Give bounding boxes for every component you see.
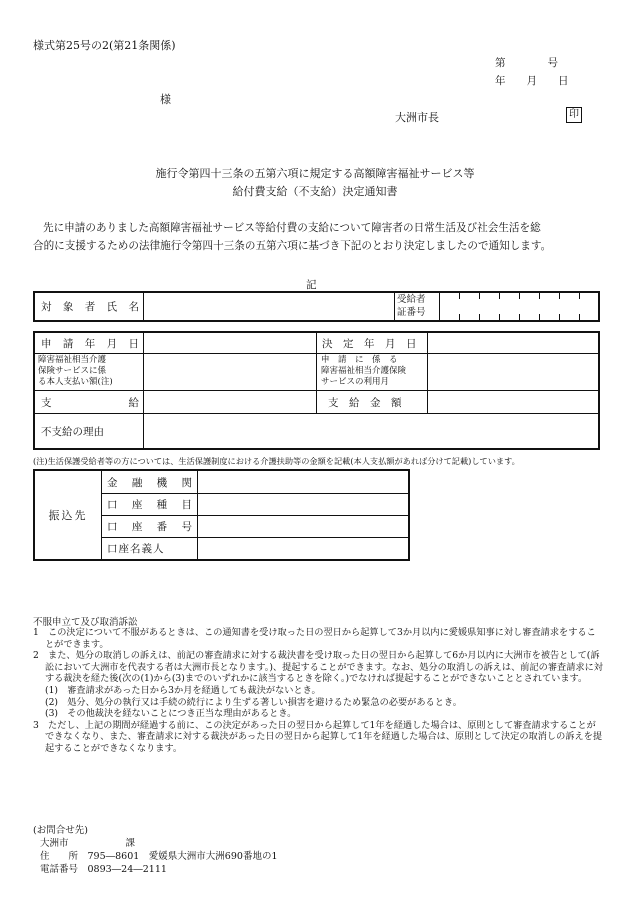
usage-month-label-1: 申 請 に 係 る bbox=[321, 355, 398, 365]
application-date-label: 申 請 年 月 日 bbox=[41, 337, 139, 350]
non-payment-reason-value[interactable] bbox=[144, 414, 598, 448]
self-payment-label-2: 保険サービスに係 bbox=[38, 366, 107, 376]
transfer-label: 振込先 bbox=[48, 509, 88, 522]
self-payment-value[interactable] bbox=[144, 354, 316, 390]
subject-name-value[interactable] bbox=[144, 293, 394, 320]
usage-month-value[interactable] bbox=[428, 354, 598, 390]
payment-amount-value[interactable] bbox=[428, 391, 598, 413]
appeal-item-2-2: (2) 処分、処分の執行又は手続の続行により生ずる著しい損害を避けるため緊急の必要があるとき。 bbox=[45, 696, 462, 708]
form-number: 様式第25号の2(第21条関係) bbox=[33, 39, 176, 52]
payment-value[interactable] bbox=[144, 391, 316, 413]
contact-address: 住 所 795―8601 愛媛県大洲市大洲690番地の1 bbox=[40, 851, 278, 862]
footnote: (注)生活保護受給者等の方については、生活保護制度における介護扶助等の金額を記載(本人支払額があれば分けて記載)しています。 bbox=[33, 456, 520, 466]
account-type-value[interactable] bbox=[198, 493, 408, 515]
self-payment-label-1: 障害福祉相当介護 bbox=[38, 355, 107, 365]
application-date-value[interactable] bbox=[144, 333, 316, 353]
decision-date-label: 決 定 年 月 日 bbox=[322, 337, 417, 350]
appeal-item-1: 1 この決定について不服があるときは、この通知書を受け取った日の翌日から起算して3か月以内に愛媛県知事に対し審査請求をすることができます。 bbox=[33, 627, 596, 650]
recipient-number-label-2: 証番号 bbox=[397, 307, 426, 318]
issuer-name: 大洲市長 bbox=[395, 111, 439, 124]
self-payment-label-3: る本人支払い額(注) bbox=[38, 377, 113, 387]
non-payment-reason-label: 不支給の理由 bbox=[41, 425, 104, 438]
account-type-label: 口 座 種 目 bbox=[107, 498, 192, 511]
contact-heading: (お問合せ先) bbox=[33, 825, 88, 836]
details-table bbox=[33, 331, 600, 450]
appeal-notes bbox=[33, 627, 603, 755]
contact-phone: 電話番号 0893―24―2111 bbox=[40, 864, 167, 875]
subject-table bbox=[33, 291, 600, 322]
appeal-item-3: 3 ただし、上記の期間が経過する前に、この決定があった日の翌日から起算して1年を経過した場合は、原則として審査請求することができなくなり、また、審査請求に対する裁決があった日の翌日から起算して1年を経過した場合は、原則として決定の取消しの訴えを提起することができなくなります。 bbox=[33, 719, 603, 754]
appeal-heading: 不服申立て及び取消訴訟 bbox=[33, 617, 138, 628]
appeal-item-2-3: (3) その他裁決を経ないことにつき正当な理由があるとき。 bbox=[45, 708, 297, 720]
account-holder-value[interactable] bbox=[198, 537, 408, 559]
recipient-number-label-1: 受給者 bbox=[397, 294, 426, 305]
bank-name-label: 金 融 機 関 bbox=[107, 476, 192, 489]
subject-name-label: 対 象 者 氏 名 bbox=[41, 301, 139, 313]
body-text-line-2: 合的に支援するための法律施行令第四十三条の五第六項に基づき下記のとおり決定しましたので通知します。 bbox=[33, 240, 552, 252]
contact-department: 大洲市 課 bbox=[40, 838, 136, 849]
payment-amount-label: 支 給 金 額 bbox=[328, 396, 402, 409]
usage-month-label-2: 障害福祉相当介護保険 bbox=[321, 366, 407, 376]
usage-month-label-3: サービスの利用月 bbox=[321, 377, 390, 387]
ki-label: 記 bbox=[306, 279, 317, 291]
payment-label: 支 給 bbox=[41, 396, 139, 409]
title-line-1: 施行令第四十三条の五第六項に規定する高額障害福祉サービス等 bbox=[155, 167, 475, 180]
account-number-value[interactable] bbox=[198, 515, 408, 537]
transfer-table bbox=[33, 469, 410, 561]
body-text-line-1: 先に申請のありました高額障害福祉サービス等給付費の支給について障害者の日常生活及び社会生活を総 bbox=[43, 222, 541, 234]
title-line-2: 給付費支給（不支給）決定通知書 bbox=[232, 185, 398, 198]
document-number-label: 第 号 bbox=[495, 57, 558, 69]
seal-mark: 印 bbox=[566, 107, 582, 123]
account-number-label: 口 座 番 号 bbox=[107, 520, 192, 533]
account-holder-label: 口座名義人 bbox=[107, 542, 165, 555]
decision-date-value[interactable] bbox=[428, 333, 598, 353]
bank-name-value[interactable] bbox=[198, 471, 408, 493]
date-label: 年 月 日 bbox=[495, 75, 569, 87]
appeal-item-2: 2 また、処分の取消しの訴えは、前記の審査請求に対する裁決書を受け取った日の翌日から起算して6か月以内に大洲市を被告として(訴訟において大洲市を代表する者は大洲市長となります。)、提起することができます。なお、処分の取消しの訴えは、前記の審査請求に対する裁決を経た後(次の(1)から(3)までのいずれかに該当するときを除く。)でなければ提起することができないこととされています。 bbox=[33, 650, 603, 685]
appeal-item-2-1: (1) 審査請求があった日から3か月を経過しても裁決がないとき。 bbox=[45, 684, 321, 696]
addressee-suffix: 様 bbox=[160, 93, 171, 106]
